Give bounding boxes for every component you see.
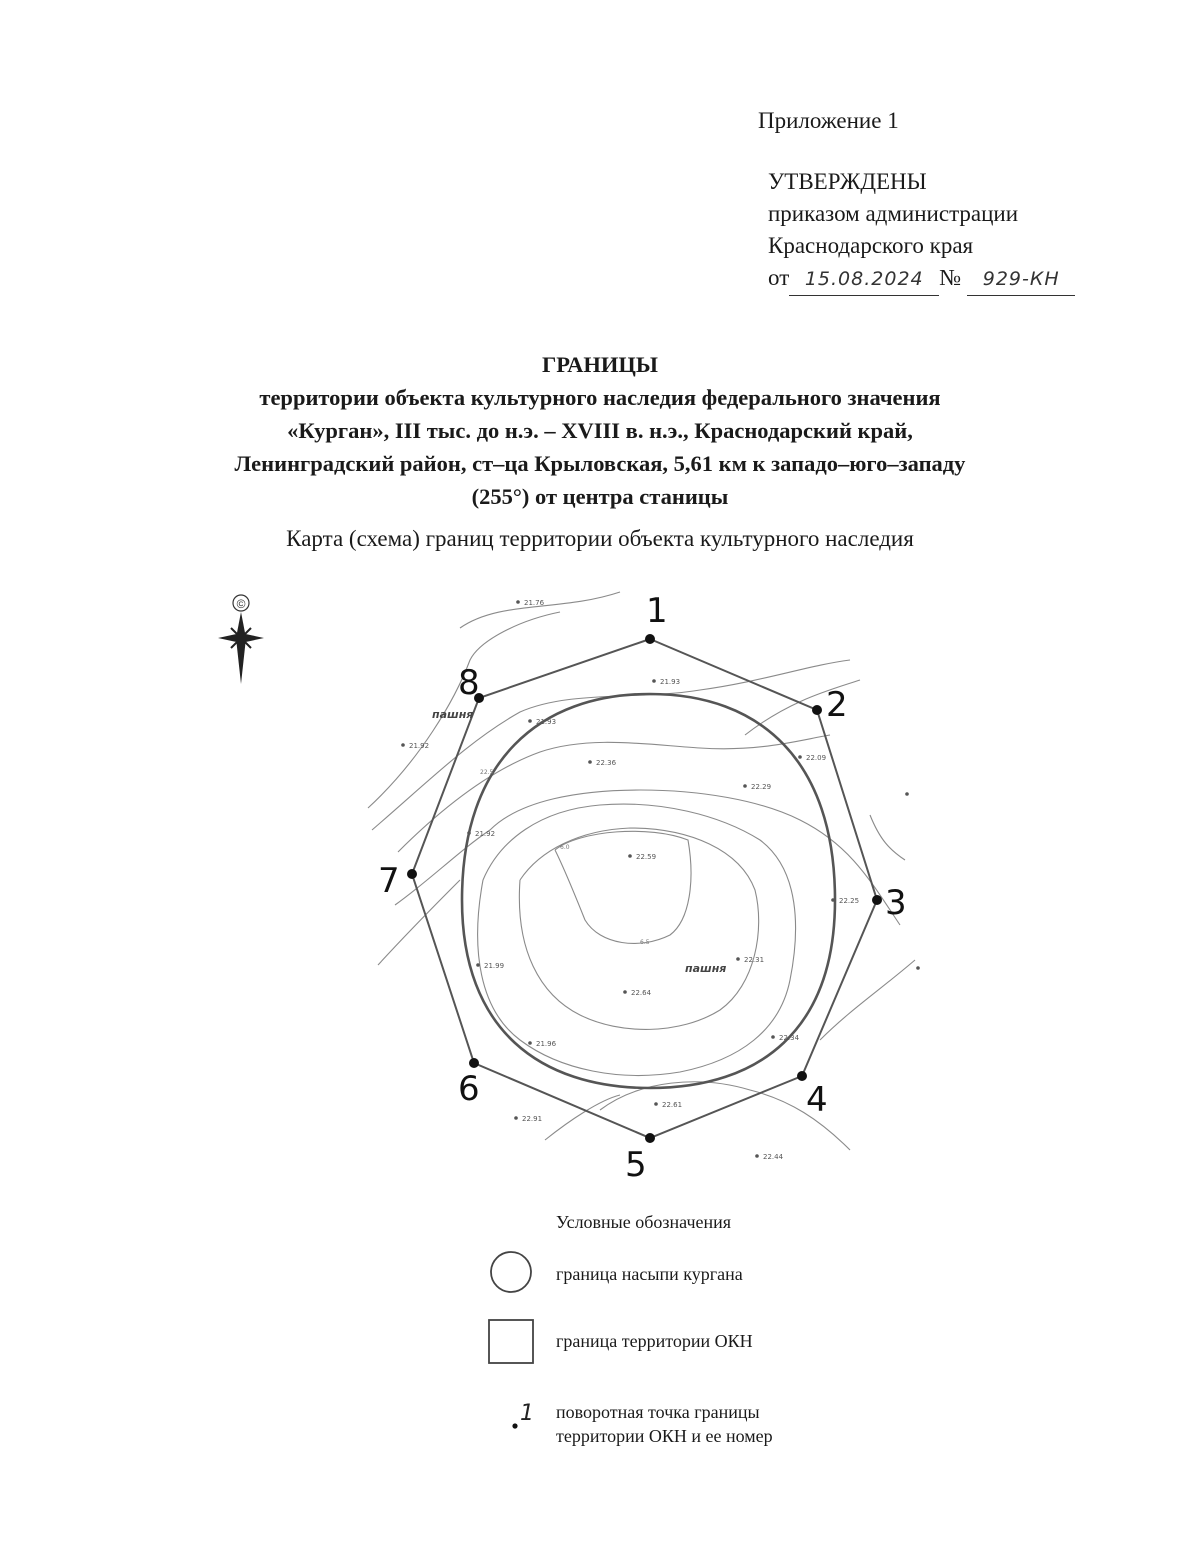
elevation-label: 21.93 xyxy=(536,718,557,726)
legend-point-icon xyxy=(512,1423,517,1428)
elevation-label: 22.44 xyxy=(763,1153,784,1161)
elevation-label: 21.93 xyxy=(660,678,681,686)
legend-point-line-1: поворотная точка границы xyxy=(556,1402,760,1422)
elevation-label: 21.92 xyxy=(409,742,430,750)
approved-line-2: приказом администрации xyxy=(768,201,1019,226)
point-label-6: 6 xyxy=(458,1069,480,1109)
contour-label: 6.0 xyxy=(560,844,570,851)
contour-label: 6.5 xyxy=(640,939,650,946)
elevation-label: 21.92 xyxy=(475,830,496,838)
elevation-label: 22.34 xyxy=(779,1034,800,1042)
elevation-label: 21.96 xyxy=(536,1040,557,1048)
approval-date: 15.08.2024 xyxy=(789,263,939,296)
elevation-label: 22.91 xyxy=(522,1115,543,1123)
point-label-1: 1 xyxy=(646,591,668,631)
legend-point-label xyxy=(556,1400,773,1448)
heading-line-1: территории объекта культурного наследия федерального значения xyxy=(259,385,941,410)
elevation-label: 22.31 xyxy=(744,956,765,964)
elevation-label: 22.64 xyxy=(631,989,652,997)
elevation-label: 21.99 xyxy=(484,962,505,970)
map-caption: Карта (схема) границ территории объекта культурного наследия xyxy=(286,526,914,551)
elevation-label: 22.29 xyxy=(751,783,772,791)
compass-symbol: © xyxy=(236,597,246,611)
approved-line-3: Краснодарского края xyxy=(768,233,974,258)
number-prefix: № xyxy=(939,265,962,290)
elevation-label: 22.61 xyxy=(662,1101,683,1109)
legend-point-line-2: территории ОКН и ее номер xyxy=(556,1426,773,1446)
elevation-label: 22.36 xyxy=(596,759,617,767)
legend-point-number: 1 xyxy=(520,1401,534,1426)
heading-line-3: Ленинградский район, ст–ца Крыловская, 5,61 км к западо–юго–западу xyxy=(234,451,966,476)
contour-label: 22.5 xyxy=(480,769,494,776)
date-prefix: от xyxy=(768,265,790,290)
elevation-label: 22.25 xyxy=(839,897,860,905)
field-label-1: пашня xyxy=(432,708,474,721)
point-label-2: 2 xyxy=(826,685,848,725)
point-label-7: 7 xyxy=(378,861,400,901)
document-title: ГРАНИЦЫ xyxy=(541,352,659,377)
heading-line-2: «Курган», III тыс. до н.э. – XVIII в. н.э., Краснодарский край, xyxy=(287,418,913,443)
elevation-label: 21.76 xyxy=(524,599,545,607)
legend-title: Условные обозначения xyxy=(556,1212,732,1232)
legend-mound-icon xyxy=(491,1252,531,1292)
point-label-8: 8 xyxy=(458,663,480,703)
point-label-3: 3 xyxy=(885,883,907,923)
north-arrow-icon xyxy=(218,595,264,684)
approval-number: 929-КН xyxy=(967,263,1075,296)
heading-line-4: (255°) от центра станицы xyxy=(471,484,729,509)
elevation-label: 22.09 xyxy=(806,754,827,762)
turning-points xyxy=(407,634,882,1143)
legend-mound-label: граница насыпи кургана xyxy=(556,1264,743,1284)
elevation-label: 22.59 xyxy=(636,853,657,861)
approved-title: УТВЕРЖДЕНЫ xyxy=(768,169,927,194)
appendix-label: Приложение 1 xyxy=(758,108,899,133)
point-label-4: 4 xyxy=(806,1080,828,1120)
field-label-2: пашня xyxy=(685,962,727,975)
point-label-5: 5 xyxy=(625,1145,647,1185)
legend-territory-label: граница территории ОКН xyxy=(556,1331,753,1351)
legend-territory-icon xyxy=(489,1320,533,1363)
